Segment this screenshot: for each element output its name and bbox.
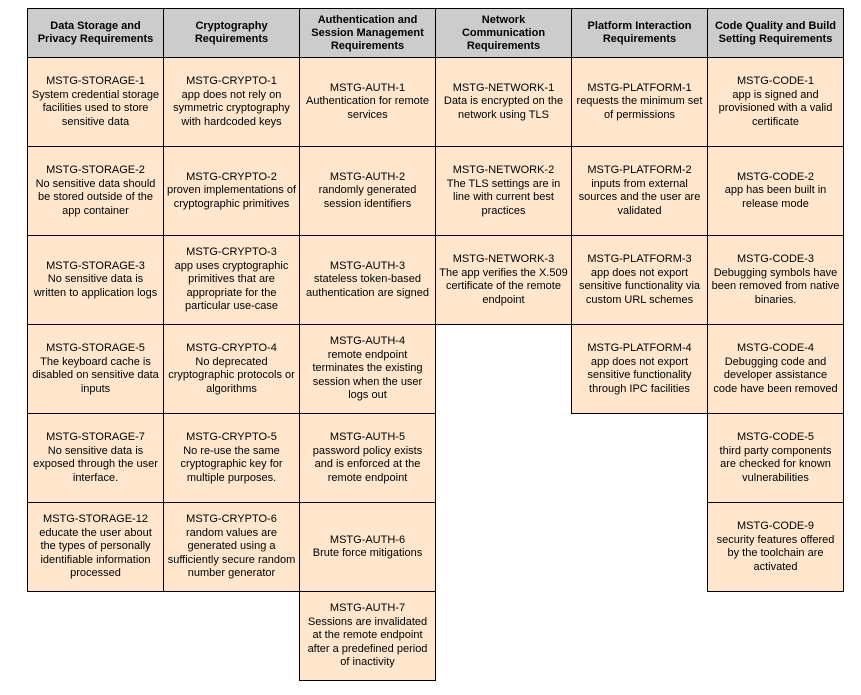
- requirement-cell: [571, 146, 708, 236]
- requirement-description: No re-use the same cryptographic key for multiple purposes.: [180, 444, 283, 484]
- requirement-description: The keyboard cache is disabled on sensitive data inputs: [32, 355, 159, 395]
- requirements-table: [27, 8, 844, 681]
- requirement-description: security features offered by the toolchain are activated: [716, 533, 835, 573]
- requirement-id: MSTG-CODE-3: [737, 253, 814, 265]
- requirement-cell: [435, 146, 572, 236]
- requirement-id: MSTG-AUTH-5: [329, 431, 406, 443]
- requirement-id: MSTG-AUTH-3: [329, 259, 406, 272]
- requirement-id: MSTG-CODE-4: [737, 342, 814, 354]
- requirement-id: MSTG-CRYPTO-4: [186, 342, 277, 354]
- requirement-description: educate the user about the types of personally identifiable information processed: [39, 526, 152, 580]
- requirement-cell: [299, 57, 436, 147]
- requirement-cell: [707, 235, 844, 325]
- requirements-column: [27, 8, 164, 592]
- requirements-column: [707, 8, 844, 592]
- requirement-id: MSTG-STORAGE-2: [46, 164, 145, 176]
- requirement-cell: [707, 502, 844, 592]
- requirement-cell: [163, 146, 300, 236]
- requirement-id: MSTG-NETWORK-1: [452, 81, 555, 94]
- requirement-id: MSTG-PLATFORM-4: [587, 342, 692, 354]
- requirement-id: MSTG-STORAGE-5: [46, 342, 145, 354]
- requirement-cell: [27, 57, 164, 147]
- requirement-id: MSTG-PLATFORM-1: [587, 81, 692, 94]
- requirement-cell: [299, 324, 436, 414]
- column-header: Cryptography Requirements: [163, 8, 300, 58]
- requirement-cell: [163, 502, 300, 592]
- requirement-cell: [27, 413, 164, 503]
- requirement-description: randomly generated session identifiers: [318, 184, 417, 210]
- requirement-description: third party components are checked for known vulnerabilities: [719, 444, 832, 484]
- requirement-id: MSTG-PLATFORM-2: [587, 164, 692, 176]
- requirement-id: MSTG-AUTH-2: [329, 170, 406, 183]
- requirement-description: app does not rely on symmetric cryptography with hardcoded keys: [173, 88, 290, 128]
- requirement-cell: [163, 324, 300, 414]
- requirement-cell: [299, 146, 436, 236]
- requirement-id: MSTG-NETWORK-2: [452, 164, 555, 176]
- requirement-cell: [299, 413, 436, 503]
- requirement-description: Sessions are invalidated at the remote endpoint after a predefined period of inactivity: [307, 615, 428, 669]
- requirement-description: Brute force mitigations: [312, 547, 423, 559]
- requirement-description: No deprecated cryptographic protocols or algorithms: [168, 355, 295, 395]
- requirement-cell: [163, 57, 300, 147]
- requirement-cell: [435, 235, 572, 325]
- requirement-description: No sensitive data should be stored outside of the app container: [35, 177, 156, 217]
- requirement-cell: [163, 235, 300, 325]
- requirement-id: MSTG-STORAGE-1: [46, 75, 145, 87]
- requirement-id: MSTG-CRYPTO-6: [186, 513, 277, 526]
- requirement-cell: [299, 591, 436, 681]
- requirement-id: MSTG-CODE-1: [737, 75, 814, 87]
- column-header: Platform Interaction Requirements: [571, 8, 708, 58]
- requirements-column: [571, 8, 708, 414]
- requirement-description: Debugging code and developer assistance code have been removed: [713, 355, 838, 395]
- requirements-column: [163, 8, 300, 592]
- requirement-cell: [707, 413, 844, 503]
- requirement-id: MSTG-CODE-2: [737, 170, 814, 183]
- requirement-cell: [27, 146, 164, 236]
- requirement-description: random values are generated using a sufficiently secure random number generator: [167, 526, 296, 580]
- requirement-id: MSTG-CRYPTO-5: [186, 431, 277, 443]
- requirement-id: MSTG-CODE-5: [737, 431, 814, 443]
- requirement-id: MSTG-CRYPTO-3: [186, 246, 277, 259]
- requirement-description: app is signed and provisioned with a valid certificate: [718, 88, 833, 128]
- requirement-description: System credential storage facilities used to store sensitive data: [31, 88, 160, 128]
- requirement-cell: [27, 502, 164, 592]
- column-header: Code Quality and Build Setting Requirements: [707, 8, 844, 58]
- requirement-description: password policy exists and is enforced at the remote endpoint: [312, 444, 423, 484]
- requirement-description: Debugging symbols have been removed from native binaries.: [711, 266, 840, 306]
- requirement-id: MSTG-STORAGE-12: [43, 513, 148, 526]
- requirement-description: app uses cryptographic primitives that are appropriate for the particular use-case: [174, 259, 289, 313]
- requirement-description: inputs from external sources and the user are validated: [578, 177, 701, 217]
- requirement-id: MSTG-CRYPTO-1: [186, 75, 277, 87]
- requirement-cell: [707, 57, 844, 147]
- requirement-id: MSTG-AUTH-7: [329, 602, 406, 615]
- requirement-cell: [571, 235, 708, 325]
- requirement-description: Authentication for remote services: [306, 95, 429, 121]
- requirement-description: The TLS settings are in line with current best practices: [446, 177, 561, 217]
- requirement-description: The app verifies the X.509 certificate of the remote endpoint: [439, 266, 568, 306]
- requirement-id: MSTG-CODE-9: [737, 520, 814, 532]
- requirements-column: [435, 8, 572, 325]
- requirement-cell: [571, 57, 708, 147]
- requirement-id: MSTG-STORAGE-3: [46, 259, 145, 272]
- column-header: Network Communication Requirements: [435, 8, 572, 58]
- requirement-description: Data is encrypted on the network using TLS: [443, 95, 564, 121]
- requirement-cell: [435, 57, 572, 147]
- requirement-description: requests the minimum set of permissions: [576, 95, 703, 121]
- requirement-id: MSTG-NETWORK-3: [452, 253, 555, 265]
- requirement-id: MSTG-AUTH-1: [329, 81, 406, 94]
- column-header: Authentication and Session Management Requirements: [299, 8, 436, 58]
- requirement-description: app has been built in release mode: [724, 184, 827, 210]
- requirement-description: app does not export sensitive functionality through IPC facilities: [587, 355, 692, 395]
- requirement-cell: [163, 413, 300, 503]
- requirement-cell: [571, 324, 708, 414]
- requirement-cell: [707, 146, 844, 236]
- requirement-description: No sensitive data is written to application logs: [33, 273, 158, 299]
- requirement-description: remote endpoint terminates the existing session when the user logs out: [312, 348, 423, 402]
- requirement-description: app does not export sensitive functionality via custom URL schemes: [578, 266, 701, 306]
- requirement-id: MSTG-PLATFORM-3: [587, 253, 692, 265]
- requirement-id: MSTG-AUTH-4: [329, 335, 406, 348]
- column-header: Data Storage and Privacy Requirements: [27, 8, 164, 58]
- requirement-description: proven implementations of cryptographic primitives: [167, 184, 297, 210]
- requirements-column: [299, 8, 436, 681]
- requirement-description: stateless token-based authentication are signed: [306, 273, 429, 299]
- requirement-cell: [707, 324, 844, 414]
- requirement-cell: [27, 235, 164, 325]
- requirement-id: MSTG-AUTH-6: [329, 533, 406, 546]
- requirement-description: No sensitive data is exposed through the user interface.: [33, 444, 158, 484]
- requirement-id: MSTG-CRYPTO-2: [186, 170, 277, 183]
- requirement-cell: [299, 235, 436, 325]
- requirement-cell: [299, 502, 436, 592]
- requirement-id: MSTG-STORAGE-7: [46, 431, 145, 443]
- requirement-cell: [27, 324, 164, 414]
